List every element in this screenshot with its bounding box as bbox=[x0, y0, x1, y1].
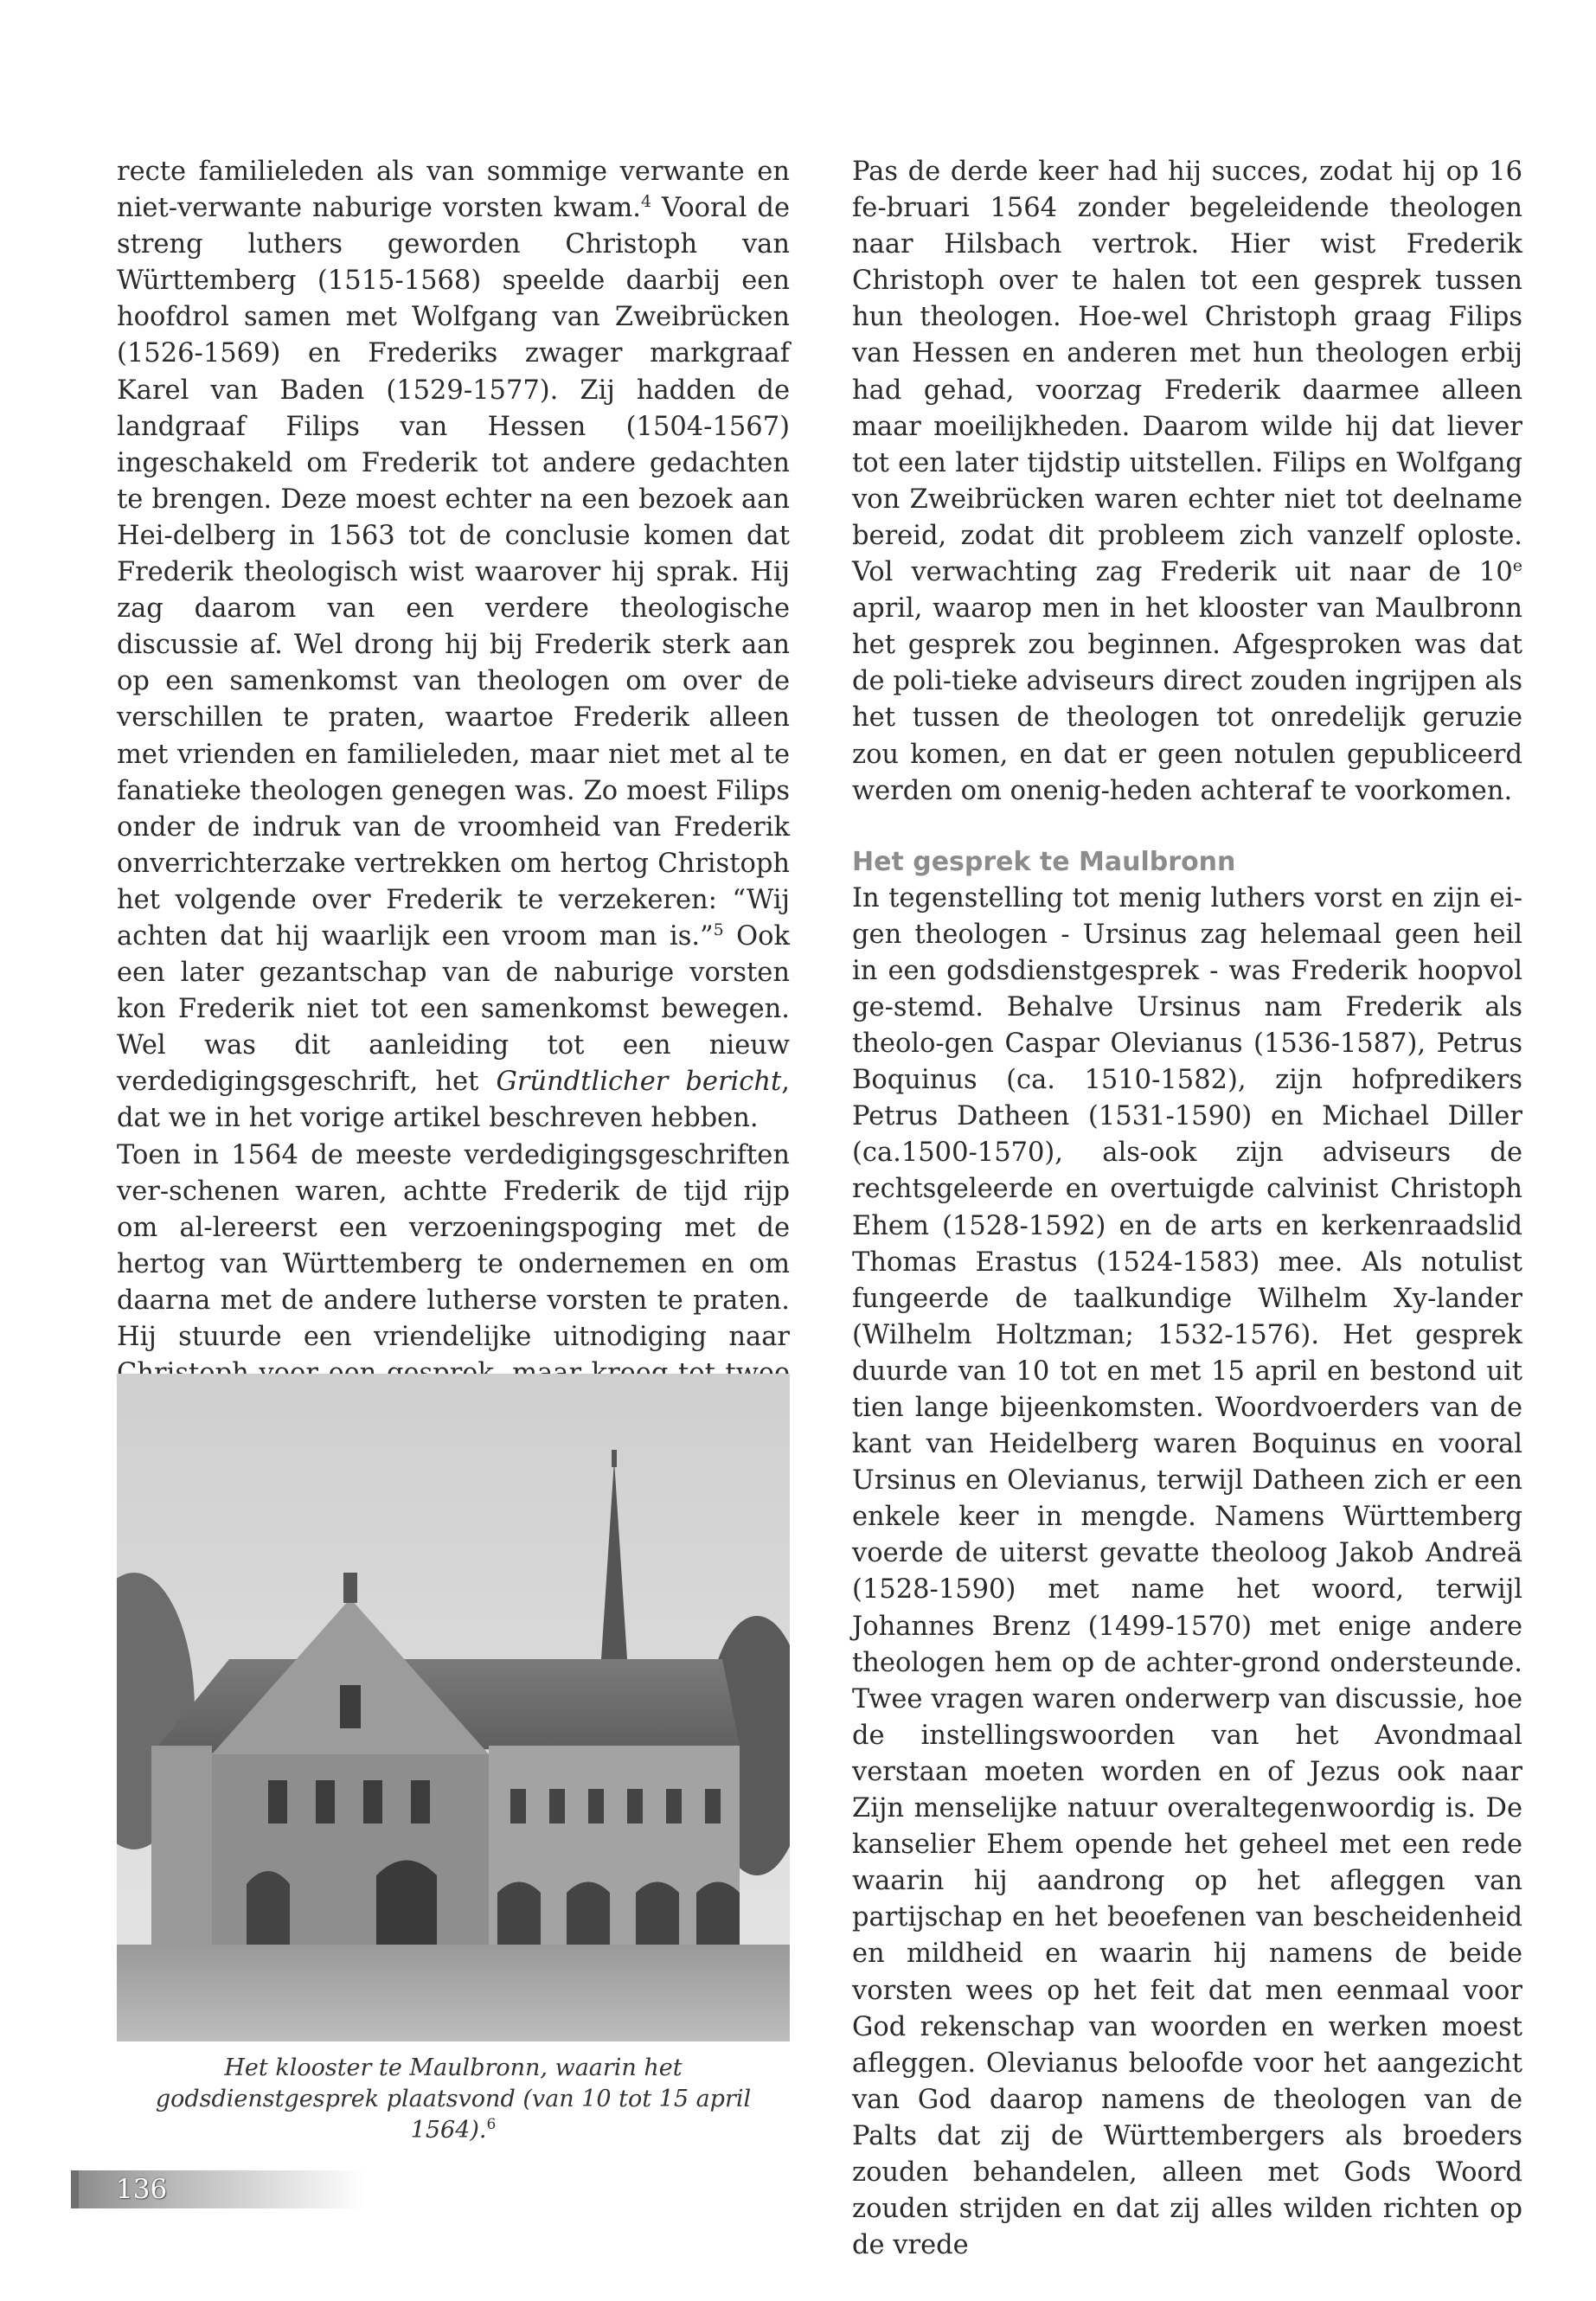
paragraph bbox=[852, 154, 1522, 810]
body-text: Ook een later gezantschap van de naburige vorsten kon Frederik niet tot een samenkomst bewegen. Wel was dit aanleiding tot een nieuw verdedigingsgeschrift, het bbox=[117, 920, 790, 1098]
paragraph: In tegenstelling tot menig luthers vorst en zijn ei-gen theologen - Ursinus zag helemaal geen heil in een godsdienstgesprek - was Frederik hoopvol ge-stemd. Behalve Ursinus nam Frederik als theolo-gen Caspar Olevianus (1536-1587), Petrus Boquinus (ca. 1510-1582), zijn hofpredikers Petrus Datheen (1531-1590) en Michael Diller (ca.1500-1570), als-ook zijn adviseurs de rechtsgeleerde en overtuigde calvinist Christoph Ehem (1528-1592) en de arts en kerkenraadslid Thomas Erastus (1524-1583) mee. Als notulist fungeerde de taalkundige Wilhelm Xy-lander (Wilhelm Holtzman; 1532-1576). Het gesprek duurde van 10 tot en met 15 april en bestond uit tien lange bijeenkomsten. Woordvoerders van de kant van Heidelberg waren Boquinus en vooral Ursinus en Olevianus, terwijl Datheen zich er een enkele keer in mengde. Namens Württemberg voerde de uiterst gevatte theoloog Jakob Andreä (1528-1590) met name het woord, terwijl Johannes Brenz (1499-1570) met enige andere theologen hem op de achter-grond ondersteunde. Twee vragen waren onderwerp van discussie, hoe de instellingswoorden van het Avondmaal verstaan moeten worden en of Jezus ook naar Zijn menselijke natuur overaltegenwoordig is. De kanselier Ehem opende het geheel met een rede waarin hij aandrong op het afleggen van partijschap en het beoefenen van bescheidenheid en mildheid en waarin hij namens de beide vorsten wees op het feit dat men eenmaal voor God rekenschap van woorden en werken moest afleggen. Olevianus beloofde voor het aangezicht van God daarop namens de theologen van de Palts dat zij de Württembergers als broeders zouden behandelen, alleen met Gods Woord zouden strijden en dat zij alles wilden richten op de vrede bbox=[852, 882, 1522, 2261]
footnote-reference: 5 bbox=[713, 920, 724, 939]
paragraph: Toen in 1564 de meeste verdedigingsgeschriften ver-schenen waren, achtte Frederik de tijd rijp om al-lereerst een verzoeningspoging met de hertog van Württemberg te ondernemen en om daarna met de andere lutherse vorsten te praten. Hij stuurde een vriendelijke uitnodiging naar bbox=[117, 1139, 790, 1352]
page-number: 136 bbox=[116, 2174, 168, 2205]
body-text: recte familieleden als van sommige verwante en niet-verwante naburige vorsten kwam. bbox=[117, 157, 790, 224]
book-title: Gründtlicher bericht bbox=[496, 1067, 782, 1098]
paragraph bbox=[117, 154, 790, 1138]
footnote-reference: 6 bbox=[486, 2116, 497, 2133]
page-number-tab bbox=[71, 2170, 365, 2208]
ordinal-superscript: e bbox=[1512, 555, 1522, 575]
body-text: Vooral de streng luthers geworden Christoph van Württemberg (1515-1568) speelde daarbij een hoofdrol samen met Wolfgang van Zweibrücken (1526-1569) en Frederiks zwager markgraaf Karel van Baden (1529-1577). Zij hadden de landgraaf Filips van Hessen (1504-1567) ingeschakeld om Frederik tot andere gedachten te brengen. Deze moest echter na een bezoek aan Hei-delberg in 1563 tot de conclusie komen dat Frederik theologisch wist waarover hij sprak. Hij zag daarom van een verdere theologische discussie af. Wel drong hij bij Frederik sterk aan op een samenkomst van theologen om over de verschillen te praten, waartoe Frederik alleen met vrienden en familieleden, maar niet met al te fanatieke theologen genegen was. Zo moest Filips onder de indruk van de vroomheid van Frederik onverrichterzake vertrekken om hertog Christoph het volgende over Frederik te verzekeren: “Wij achten dat hij waarlijk een vroom man is.” bbox=[117, 193, 790, 952]
body-text: april, waarop men in het klooster van Maulbronn het gesprek zou beginnen. Afgesproken was dat de poli-tieke adviseurs direct zouden ingrijpen als het tussen de theologen tot onredelijk geruzie zou komen, en dat er geen notulen gepubliceerd werden om onenig-heden achteraf te voorkomen. bbox=[852, 593, 1522, 806]
body-text: Pas de derde keer had hij succes, zodat hij op 16 fe-bruari 1564 zonder begeleidende theologen naar Hilsbach vertrok. Hier wist Frederik Christoph over te halen tot een gesprek tussen hun theologen. Hoe-wel Christoph graag Filips van Hessen en anderen met hun theologen erbij had gehad, voorzag Frederik daarmee alleen maar moeilijkheden. Daarom wilde hij dat liever tot een later tijdstip uitstellen. Filips en Wolfgang von Zweibrücken waren echter niet tot deelname bereid, zodat dit probleem zich vanzelf oploste. Vol verwachting zag Frederik uit naar de 10 bbox=[852, 157, 1522, 588]
section-heading: Het gesprek te Maulbronn bbox=[852, 846, 1236, 877]
left-text-column bbox=[117, 154, 790, 1428]
body-text: , dat we in het vorige artikel beschreven hebben. bbox=[117, 1067, 790, 1134]
caption-text: Het klooster te Maulbronn, waarin het godsdienstgesprek plaatsvond (van 10 tot 15 april 1564). bbox=[155, 2054, 752, 2144]
figure-caption bbox=[117, 2053, 790, 2146]
monastery-photo-illustration bbox=[117, 1374, 790, 2041]
page-number-bar bbox=[71, 2170, 79, 2208]
right-text-column bbox=[852, 154, 1522, 2264]
photo-maulbronn-monastery bbox=[117, 1374, 790, 2041]
footnote-reference: 4 bbox=[640, 191, 652, 211]
